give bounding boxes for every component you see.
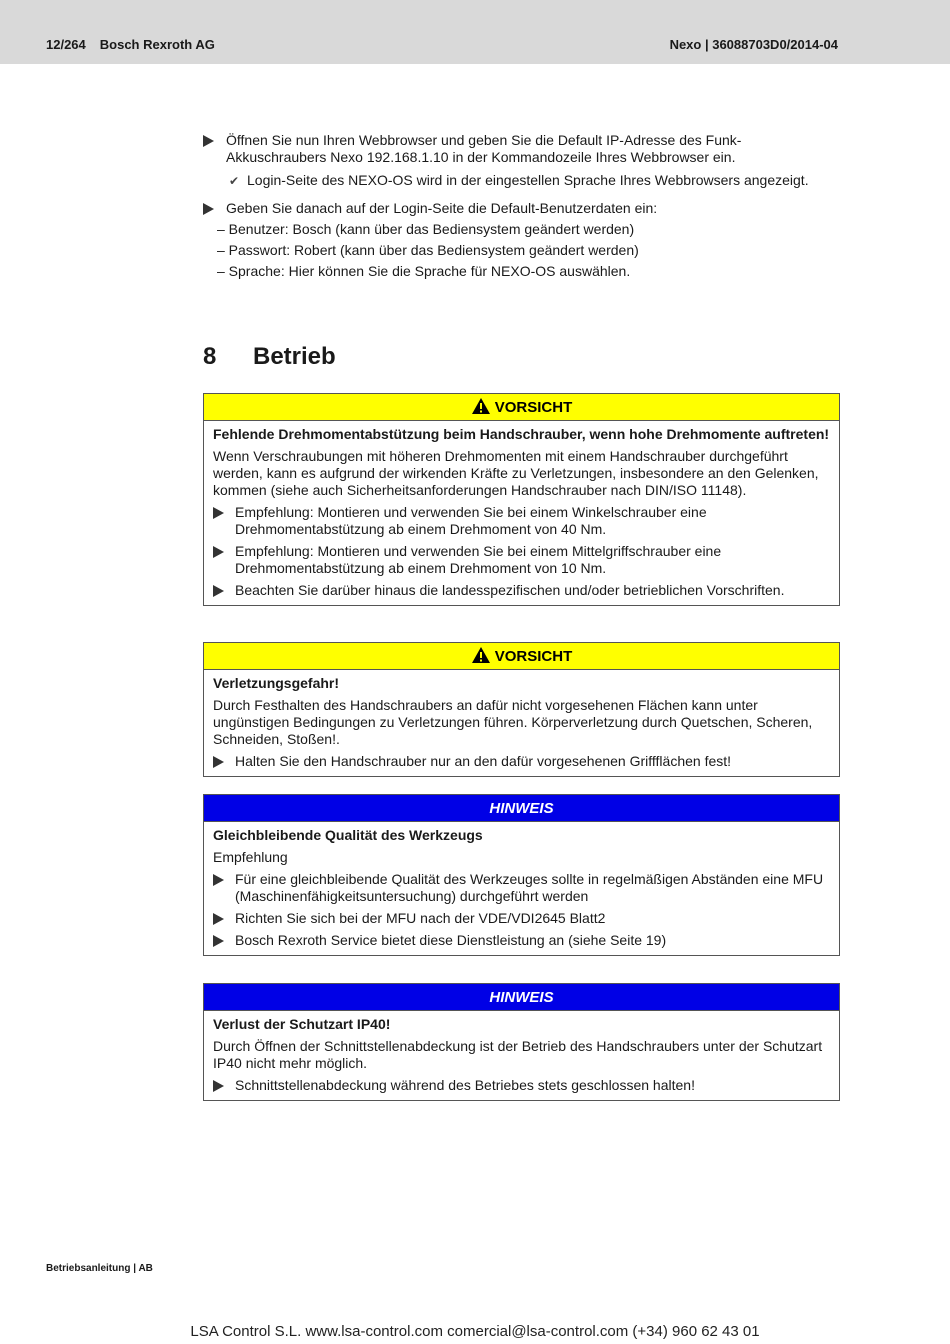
step-arrow-icon — [213, 913, 224, 925]
notice-step — [213, 910, 830, 927]
instruction-step — [203, 132, 840, 166]
checkmark-icon: ✔ — [229, 174, 240, 188]
caution-header — [204, 394, 839, 421]
notice-step — [213, 1077, 830, 1094]
notice-title: Gleichbleibende Qualität des Werkzeugs — [213, 827, 483, 843]
warning-triangle-icon — [471, 646, 491, 664]
list-item: – Benutzer: Bosch (kann über das Bediensystem geändert werden) — [217, 221, 635, 237]
notice-body — [204, 822, 839, 955]
step-arrow-icon — [213, 546, 224, 558]
step-arrow-icon — [213, 935, 224, 947]
caution-title: Verletzungsgefahr! — [213, 675, 340, 691]
list-item: – Sprache: Hier können Sie die Sprache für NEXO-OS auswählen. — [217, 263, 631, 279]
step-arrow-icon — [213, 756, 224, 768]
instruction-step — [203, 200, 840, 217]
notice-title: Verlust der Schutzart IP40! — [213, 1016, 391, 1032]
caution-box — [203, 393, 840, 606]
notice-box — [203, 794, 840, 956]
step-text: Empfehlung: Montieren und verwenden Sie bei einem Winkelschrauber eine Drehmomentabstützung ab einem Drehmoment von 40 Nm. — [235, 504, 707, 537]
step-text: Empfehlung: Montieren und verwenden Sie bei einem Mittelgriffschrauber eine Drehmomentabstützung ab einem Drehmoment von 10 Nm. — [235, 543, 722, 576]
caution-box — [203, 642, 840, 777]
caution-body — [204, 670, 839, 776]
step-result — [229, 172, 809, 190]
step-text: Halten Sie den Handschrauber nur an den dafür vorgesehenen Griffflächen fest! — [235, 753, 732, 769]
caution-body — [204, 421, 839, 605]
page-number: 12/264 — [46, 37, 86, 52]
step-text: Beachten Sie darüber hinaus die landesspezifischen und/oder betrieblichen Vorschriften. — [235, 582, 785, 598]
result-text: Login-Seite des NEXO-OS wird in der eingestellen Sprache Ihres Webbrowsers angezeigt. — [247, 172, 809, 188]
notice-text: Empfehlung — [213, 849, 288, 865]
chapter-heading — [203, 343, 336, 371]
step-arrow-icon — [203, 203, 214, 215]
notice-header: HINWEIS — [204, 984, 839, 1011]
notice-header: HINWEIS — [204, 795, 839, 822]
step-arrow-icon — [203, 135, 214, 147]
chapter-number: 8 — [203, 343, 217, 370]
page-header — [0, 0, 950, 64]
notice-step — [213, 871, 830, 905]
notice-body — [204, 1011, 839, 1100]
document-id: Nexo | 36088703D0/2014-04 — [669, 37, 838, 52]
step-arrow-icon — [213, 507, 224, 519]
caution-header — [204, 643, 839, 670]
notice-box — [203, 983, 840, 1101]
step-arrow-icon — [213, 585, 224, 597]
warning-triangle-icon — [471, 397, 491, 415]
notice-text: Durch Öffnen der Schnittstellenabdeckung ist der Betrieb des Handschraubers unter der Schutzart IP40 nicht mehr möglich. — [213, 1038, 823, 1071]
step-text: Bosch Rexroth Service bietet diese Dienstleistung an (siehe Seite 19) — [235, 932, 667, 948]
step-text: Geben Sie danach auf der Login-Seite die Default-Benutzerdaten ein: — [226, 200, 658, 216]
footer-contact: LSA Control S.L. www.lsa-control.com comercial@lsa-control.com (+34) 960 62 43 01 — [190, 1323, 760, 1340]
caution-step — [213, 753, 830, 770]
step-text: Öffnen Sie nun Ihren Webbrowser und geben Sie die Default IP-Adresse des Funk-Akkuschraubers Nexo 192.168.1.10 in der Kommandozeile Ihres Webbrowser ein. — [226, 132, 742, 165]
caution-label: VORSICHT — [494, 399, 573, 416]
step-arrow-icon — [213, 1080, 224, 1092]
list-item: – Passwort: Robert (kann über das Bediensystem geändert werden) — [217, 242, 639, 258]
notice-step — [213, 932, 830, 949]
caution-step — [213, 504, 830, 538]
step-text: Für eine gleichbleibende Qualität des Werkzeuges sollte in regelmäßigen Abständen eine MFU (Maschinenfähigkeitsuntersuchung) durchgeführt werden — [235, 871, 824, 904]
step-text: Richten Sie sich bei der MFU nach der VDE/VDI2645 Blatt2 — [235, 910, 606, 926]
caution-step — [213, 543, 830, 577]
caution-step — [213, 582, 830, 599]
step-arrow-icon — [213, 874, 224, 886]
caution-label: VORSICHT — [494, 648, 573, 665]
caution-title: Fehlende Drehmomentabstützung beim Handschrauber, wenn hohe Drehmomente auftreten! — [213, 426, 830, 442]
step-text: Schnittstellenabdeckung während des Betriebes stets geschlossen halten! — [235, 1077, 695, 1093]
caution-text: Wenn Verschraubungen mit höheren Drehmomenten mit einem Handschrauber durchgeführt werden, kann es aufgrund der wirkenden Kräfte zu Verletzungen, insbesondere an den Gelenken, kommen (siehe auch Sicherheitsanforderungen Handschrauber nach DIN/ISO 11148). — [213, 448, 819, 498]
header-left — [46, 37, 215, 52]
company-name: Bosch Rexroth AG — [99, 37, 215, 52]
footer-doc-label: Betriebsanleitung | AB — [46, 1263, 153, 1274]
caution-text: Durch Festhalten des Handschraubers an dafür nicht vorgesehenen Flächen kann unter ungünstigen Bedingungen zu Verletzungen führen. Körperverletzung durch Quetschen, Scheren, Schneiden, Stoßen!. — [213, 697, 813, 747]
chapter-title: Betrieb — [253, 343, 336, 370]
